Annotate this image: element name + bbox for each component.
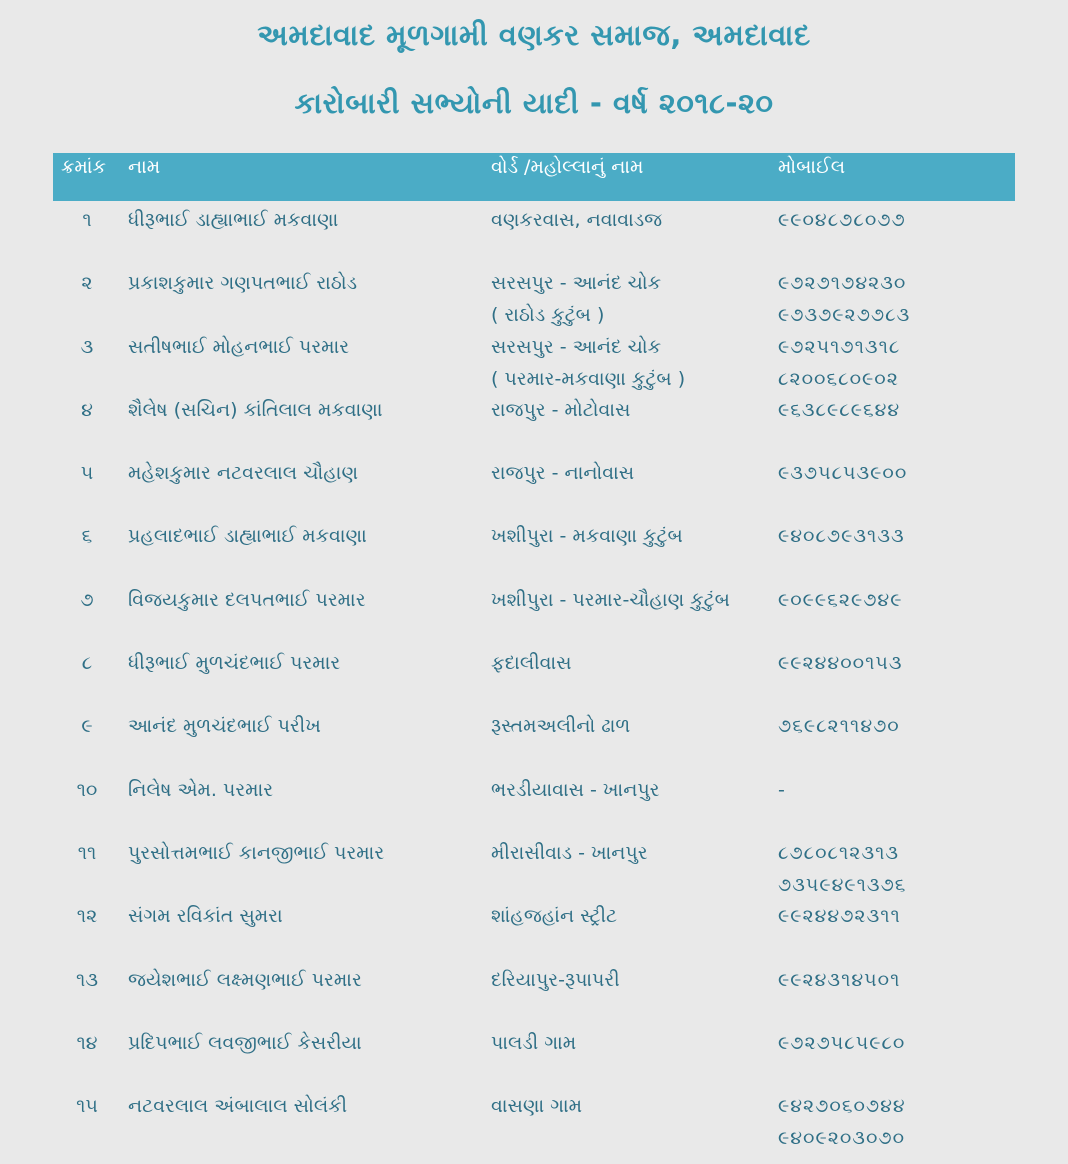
- ward-name: સરસપુર - આનંદ ચોક: [491, 272, 662, 295]
- table-row: [53, 391, 1015, 454]
- ward-name: દરિયાપુર-રૂપાપરી: [491, 968, 620, 991]
- member-name: નટવરલાલ અંબાલાલ સોલંકી: [128, 1095, 348, 1118]
- document-subtitle: કારોબારી સભ્યોની યાદી - વર્ષ ૨૦૧૮-૨૦: [294, 86, 774, 120]
- ward-name: ખશીપુરા - પરમાર-ચૌહાણ કુટુંબ: [491, 588, 730, 611]
- mobile-number: ૭૬૯૮૨૧૧૪૭૦: [778, 715, 900, 738]
- member-name: પુરસોત્તમભાઈ કાનજીભાઈ પરમાર: [128, 841, 385, 864]
- table-row: [53, 834, 1015, 897]
- ward-name: ફદાલીવાસ: [491, 652, 572, 675]
- table-row: [53, 517, 1015, 580]
- mobile-number-secondary: ૯૪૦૯૨૦૩૦૭૦: [778, 1127, 906, 1150]
- table-row: [53, 897, 1015, 960]
- ward-name: સરસપુર - આનંદ ચોક: [491, 335, 662, 358]
- table-row: [53, 1087, 1015, 1150]
- mobile-number: ૯૯૨૪૪૦૦૧૫૩: [778, 652, 903, 675]
- serial-cell: ૧૦: [76, 778, 98, 801]
- mobile-number: ૯૦૯૯૬૨૯૭૪૯: [778, 588, 903, 611]
- serial-cell: ૧૫: [76, 1095, 98, 1118]
- ward-detail: ( પરમાર-મકવાણા કુટુંબ ): [491, 367, 686, 390]
- serial-cell: ૫: [80, 462, 94, 485]
- member-name: પ્રદિપભાઈ લવજીભાઈ કેસરીયા: [128, 1031, 362, 1054]
- mobile-number: ૯૬૩૮૯૮૯૬૪૪: [778, 398, 901, 421]
- table-row: [53, 1024, 1015, 1087]
- mobile-number-secondary: ૭૩૫૯૪૯૧૩૭૬: [778, 873, 907, 896]
- mobile-number: ૯૪૦૮૭૯૩૧૩૩: [778, 525, 905, 548]
- table-row: [53, 328, 1015, 391]
- ward-name: પાલડી ગામ: [491, 1031, 577, 1054]
- serial-cell: ૧૧: [77, 841, 97, 864]
- serial-cell: ૨: [81, 272, 93, 295]
- mobile-number: ૯૭૨૫૧૭૧૩૧૮: [778, 335, 901, 358]
- ward-name: રૂસ્તમઅલીનો ઢાળ: [491, 715, 631, 738]
- serial-cell: ૭: [80, 588, 94, 611]
- ward-detail: ( રાઠોડ કુટુંબ ): [491, 304, 605, 327]
- serial-cell: ૧૩: [76, 968, 98, 991]
- ward-name: શાંહજહાંન સ્ટ્રીટ: [491, 905, 618, 928]
- member-name: નિલેષ એમ. પરમાર: [128, 778, 274, 801]
- table-header: [53, 153, 1015, 201]
- serial-cell: ૮: [81, 652, 93, 675]
- member-name: જયેશભાઈ લક્ષ્મણભાઈ પરમાર: [128, 968, 362, 991]
- serial-cell: ૪: [81, 398, 93, 421]
- document-title: અમદાવાદ મૂળગામી વણકર સમાજ, અમદાવાદ: [257, 18, 811, 52]
- mobile-number: ૮૭૮૦૮૧૨૩૧૩: [778, 841, 900, 864]
- table-row: [53, 961, 1015, 1024]
- mobile-number: ૯૪૨૭૦૬૦૭૪૪: [778, 1095, 906, 1118]
- member-name: મહેશકુમાર નટવરલાલ ચૌહાણ: [128, 462, 359, 485]
- header-name: નામ: [128, 156, 161, 178]
- members-table: [53, 201, 1015, 1150]
- mobile-number: ૯૯૨૪૪૭૨૩૧૧: [778, 905, 901, 928]
- serial-cell: ૧૪: [76, 1031, 98, 1054]
- member-name: વિજયકુમાર દલપતભાઈ પરમાર: [128, 588, 366, 611]
- serial-cell: ૧: [82, 209, 92, 231]
- table-row: [53, 581, 1015, 644]
- header-mobile: મોબાઈલ: [778, 156, 846, 178]
- ward-name: રાજપુર - નાનોવાસ: [491, 462, 635, 485]
- member-name: પ્રહલાદભાઈ ડાહ્યાભાઈ મકવાણા: [128, 525, 367, 548]
- mobile-number-secondary: ૯૭૩૭૯૨૭૭૮૩: [778, 304, 911, 327]
- member-name: પ્રકાશકુમાર ગણપતભાઈ રાઠોડ: [128, 272, 358, 295]
- ward-name: રાજપુર - મોટોવાસ: [491, 398, 631, 421]
- header-serial: ક્રમાંક: [61, 156, 106, 178]
- mobile-number: ૯૯૨૪૩૧૪૫૦૧: [778, 968, 901, 991]
- mobile-number: ૯૭૨૭૧૭૪૨૩૦: [778, 272, 907, 295]
- mobile-number: ૯૩૭૫૮૫૩૯૦૦: [778, 462, 908, 485]
- serial-cell: ૩: [80, 335, 94, 358]
- member-name: શૈલેષ (સચિન) કાંતિલાલ મકવાણા: [128, 398, 383, 421]
- mobile-number: ૯૯૦૪૮૭૮૦૭૭: [778, 209, 906, 231]
- member-name: સંગમ રવિકાંત સુમરા: [128, 905, 283, 928]
- ward-name: વણકરવાસ, નવાવાડજ: [491, 209, 663, 231]
- member-name: સતીષભાઈ મોહનભાઈ પરમાર: [128, 335, 350, 358]
- table-row: [53, 771, 1015, 834]
- mobile-number: ૯૭૨૭૫૮૫૯૮૦: [778, 1031, 906, 1054]
- ward-name: ભરડીયાવાસ - ખાનપુર: [491, 778, 660, 801]
- mobile-number-secondary: ૮૨૦૦૬૮૦૯૦૨: [778, 367, 899, 390]
- serial-cell: ૬: [81, 525, 93, 548]
- table-row: [53, 454, 1015, 517]
- ward-name: ખશીપુરા - મકવાણા કુટુંબ: [491, 525, 683, 548]
- table-row: [53, 201, 1015, 264]
- ward-name: મીરાસીવાડ - ખાનપુર: [491, 841, 648, 864]
- table-row: [53, 644, 1015, 707]
- table-row: [53, 707, 1015, 770]
- table-row: [53, 264, 1015, 327]
- mobile-number: -: [778, 778, 786, 801]
- serial-cell: ૯: [81, 715, 93, 738]
- member-name: આનંદ મુળચંદભાઈ પરીખ: [128, 715, 321, 738]
- ward-name: વાસણા ગામ: [491, 1095, 583, 1118]
- member-name: ધીરૂભાઈ ડાહ્યાભાઈ મકવાણા: [128, 209, 339, 231]
- member-name: ધીરૂભાઈ મુળચંદભાઈ પરમાર: [128, 652, 341, 675]
- serial-cell: ૧૨: [76, 905, 98, 928]
- header-ward: વોર્ડ /મહોલ્લાનું નામ: [491, 156, 644, 178]
